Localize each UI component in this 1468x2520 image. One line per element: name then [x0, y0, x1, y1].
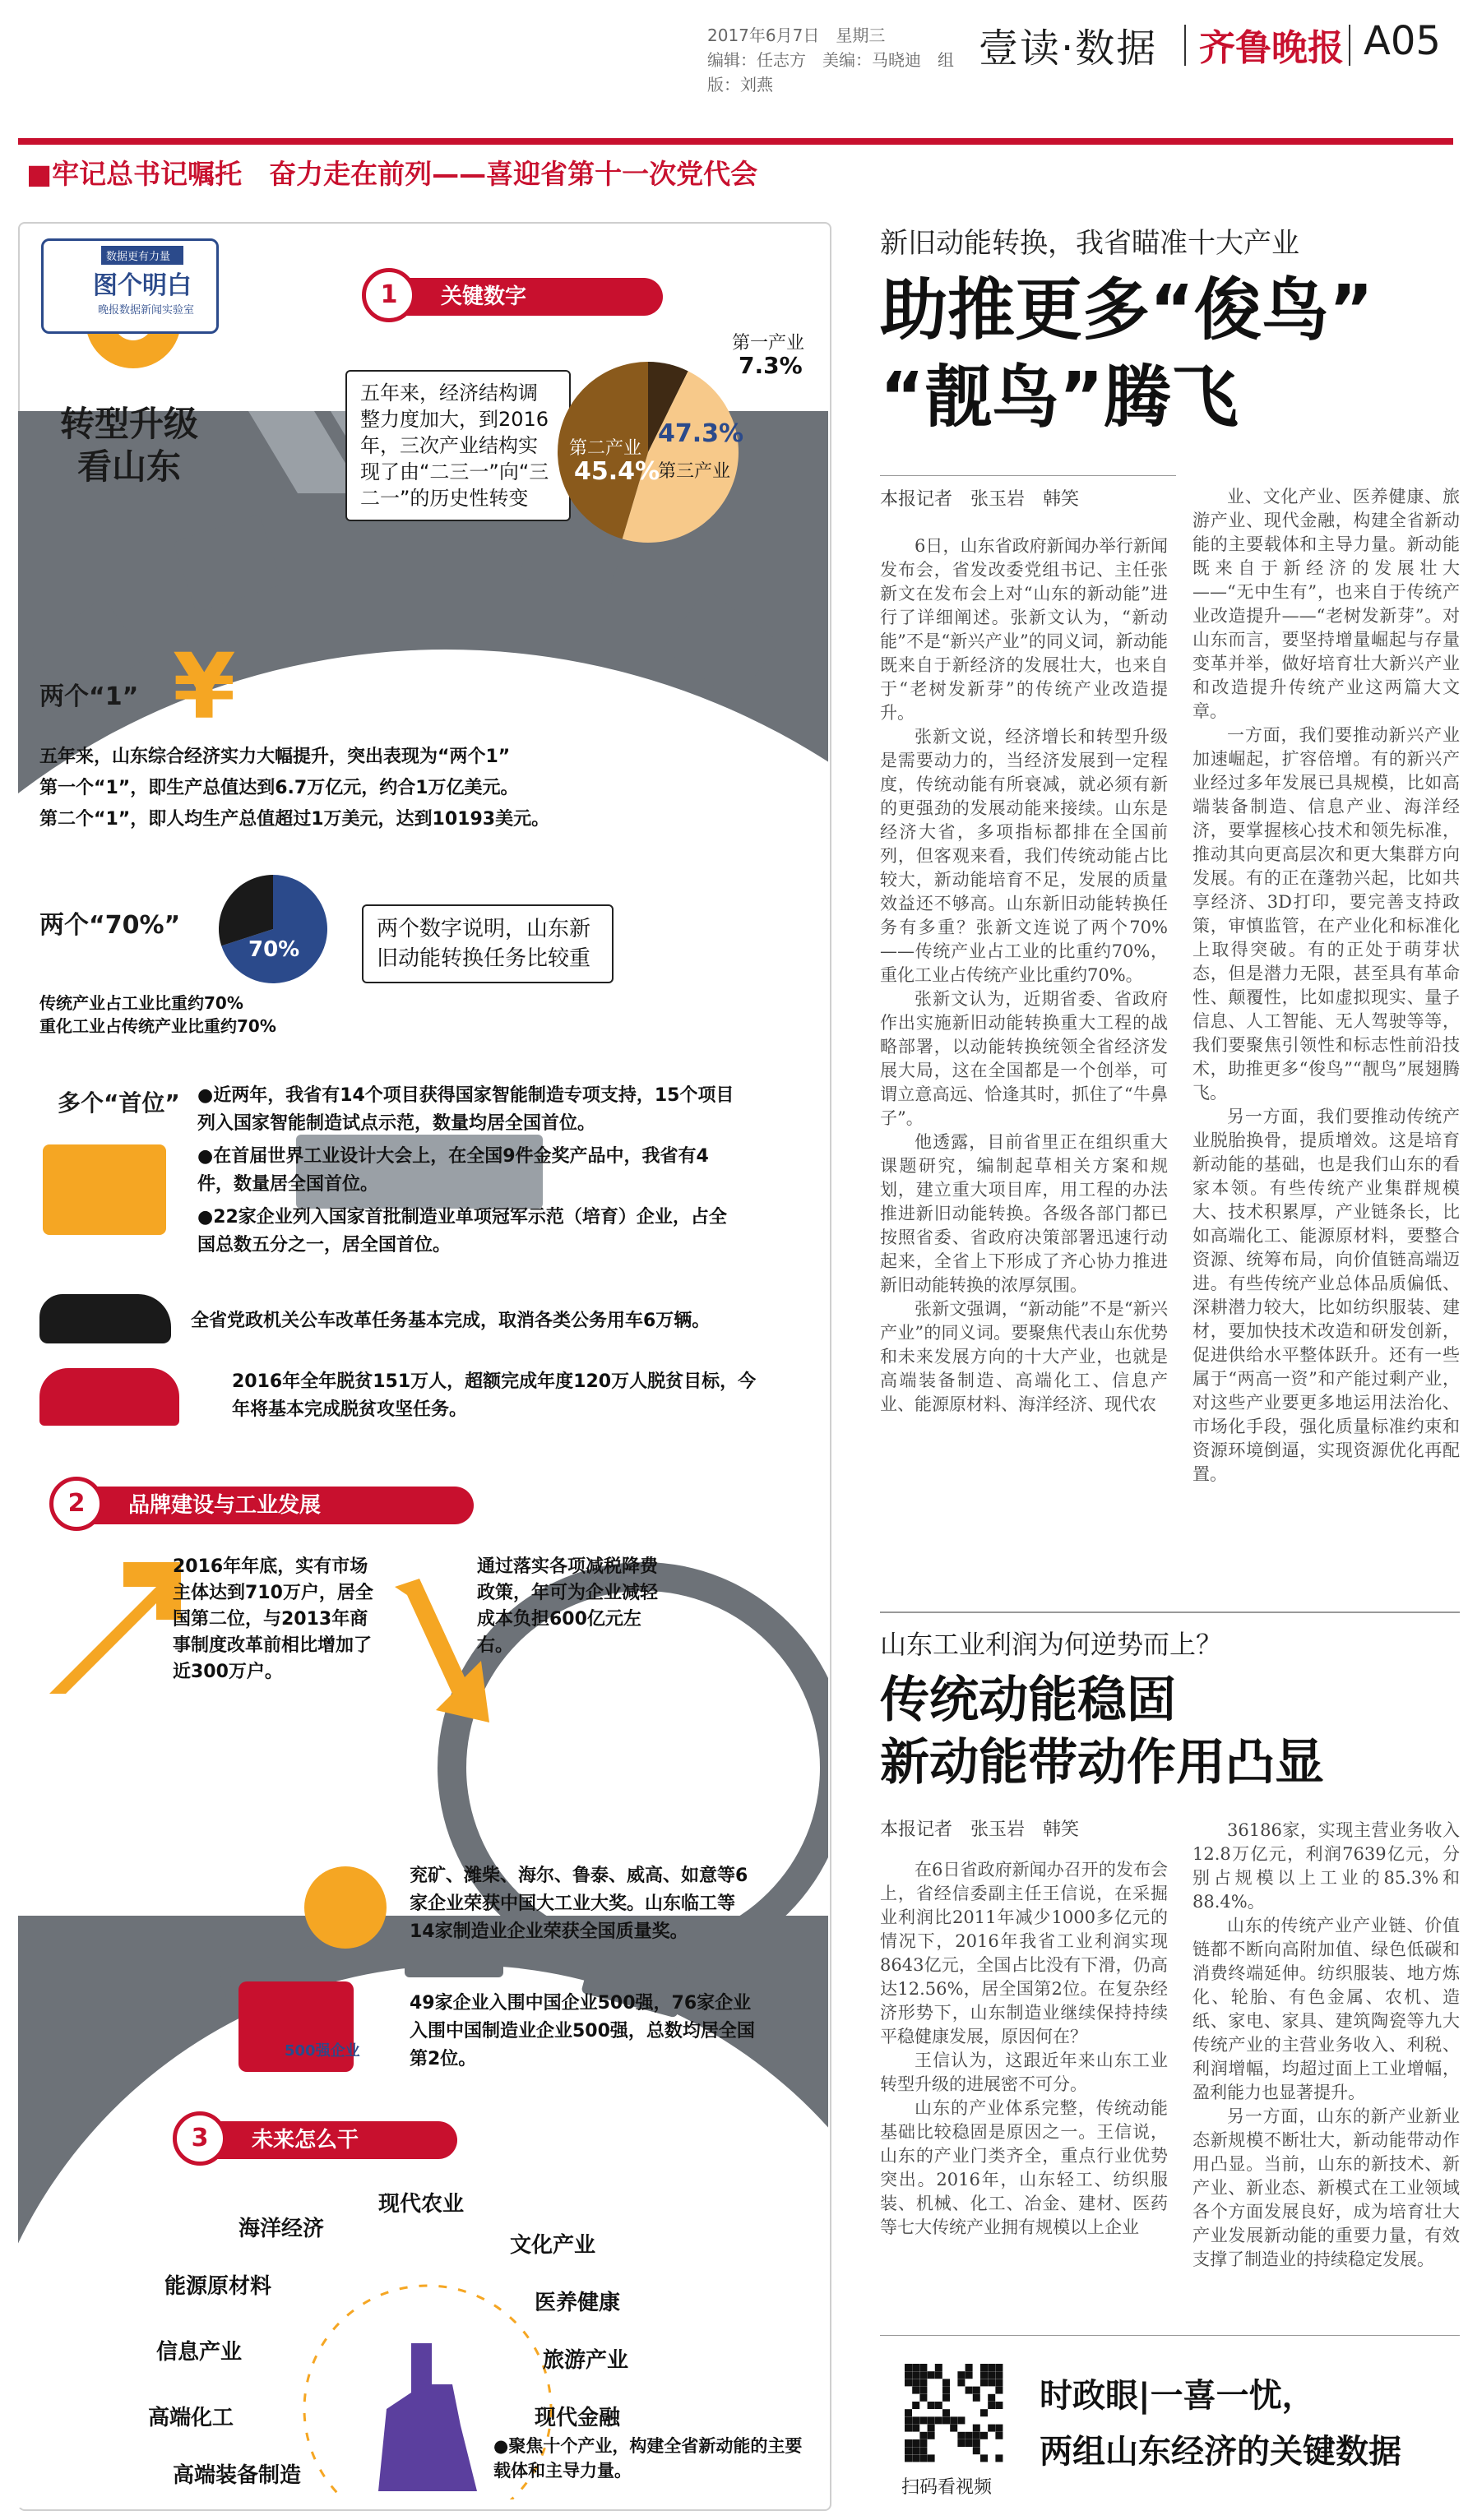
editors-credit: 编辑：任志方 美编：马晓迪 组版：刘燕	[707, 50, 954, 95]
article1-byline: 本报记者 张玉岩 韩笑	[880, 489, 1080, 510]
awards-stat: 兖矿、潍柴、海尔、鲁泰、威高、如意等6家企业荣获中国大工业大奖。山东临工等14家制造业企业荣获全国质量奖。	[410, 1866, 748, 1942]
data-lab-badge	[41, 238, 219, 334]
industry-label: 医养健康	[535, 2291, 621, 2315]
pie-value-second: 45.4%	[574, 457, 660, 486]
header-divider	[1349, 25, 1350, 66]
qr-caption: 扫码看视频	[901, 2477, 993, 2498]
pie-label-third: 第三产业	[658, 461, 731, 482]
section2-number: 2	[49, 1477, 104, 1531]
article1-paragraph: 一方面，我们要推动新兴产业加速崛起，扩容倍增。有的新兴产业经过多年发展已具规模，比如高端装备制造、信息产业、海洋经济，要掌握核心技术和领先标准，推动其向更高层次和更大集群方向发展。有的正在蓬勃兴起，比如共享经济、3D打印，要完善支持政策，审慎监管，在产业化和标准化上取得突破。有的正处于萌芽状态，但是潜力无限，甚至具有革命性、颠覆性，比如虚拟现实、量子信息、人工智能、无人驾驶等等，我们要聚焦引领性和标志性前沿技术，助推更多“俊鸟”“靓鸟”展翅腾飞。	[1192, 725, 1460, 1103]
article2-paragraph: 在6日省政府新闻办召开的发布会上，省经信委副主任王信说，在采掘业利润比2011年减少1000多亿元的情况下，2016年我省工业利润实现8643亿元，全国占比没有下滑，仍高达12.56%，居全国第2位。在复杂经济形势下，山东制造业继续保持持续平稳健康发展，原因何在？	[880, 1860, 1168, 2046]
firsts-item2: ●在首届世界工业设计大会上，在全国9件金奖产品中，我省有4件，数量居全国首位。	[197, 1146, 709, 1195]
article1-headline-1: 助推更多“俊鸟”	[880, 271, 1373, 349]
firsts-title: 多个“首位”	[58, 1089, 180, 1117]
section3-focus: ●聚焦十个产业，构建全省新动能的主要载体和主导力量。	[493, 2436, 803, 2481]
up-arrow-icon	[33, 1546, 189, 1702]
industry-label: 高端装备制造	[173, 2463, 302, 2488]
article1-column-1	[880, 534, 1168, 1603]
seventy-line1: 传统产业占工业比重约70%	[39, 993, 243, 1013]
article2-headline-2: 新动能带动作用凸显	[880, 1734, 1324, 1792]
article2-paragraph: 另一方面，山东的新产业新业态新规模不断壮大，新动能带动作用凸显。当前，山东的新技术、新产业、新业态、新模式在工业领域各个方面发展良好，成为培育壮大产业发展新动能的重要力量，有效支撑了制造业的持续稳定发展。	[1192, 2106, 1460, 2269]
header-meta	[707, 23, 979, 97]
industry-label: 旅游产业	[543, 2348, 629, 2373]
article2-paragraph: 山东的产业体系完整，传统动能基础比较稳固是原因之一。王信说，山东的产业门类齐全，重点行业优势突出。2016年，山东轻工、纺织服装、机械、化工、冶金、建材、医药等七大传统产业拥有规模以上企业	[880, 2098, 1168, 2237]
article1-paragraph: 张新文强调，“新动能”不是“新兴产业”的同义词。要聚焦代表山东优势和未来发展方向的十大产业，也就是高端装备制造、高端化工、信息产业、能源原材料、海洋经济、现代农	[880, 1299, 1168, 1414]
down-arrow-icon	[387, 1579, 493, 1727]
section3-label: 未来怎么干	[191, 2121, 457, 2159]
seventy-line2: 重化工业占传统产业比重约70%	[39, 1016, 276, 1036]
article1-column-2	[1192, 485, 1460, 1603]
industry-label: 海洋经济	[238, 2217, 325, 2241]
section1-number: 1	[362, 268, 416, 322]
industry-label: 能源原材料	[164, 2274, 272, 2299]
tax-cut-stat: 通过落实各项减税降费政策，年可为企业减轻成本负担600亿元左右。	[477, 1556, 659, 1656]
top500-badge: 500强企业	[285, 2042, 360, 2060]
article1-paragraph: 张新文认为，近期省委、省政府作出实施新旧动能转换重大工程的战略部署，以动能转换统领全省经济发展大局，这在全国都是一个创举，可谓立意高远、恰逢其时，抓住了“牛鼻子”。	[880, 989, 1168, 1128]
industry-label: 现代金融	[535, 2406, 621, 2430]
qr-code-icon[interactable]	[901, 2360, 1007, 2467]
industry-label: 高端化工	[148, 2406, 234, 2430]
article2-paragraph: 山东的传统产业产业链、价值链都不断向高附加值、绿色低碳和消费终端延伸。纺织服装、地方炼化、轮胎、有色金属、农机、造纸、家电、家具、建筑陶瓷等九大传统产业的主营业务收入、利税、利润增幅，均超过面上工业增幅，盈利能力也显著提升。	[1192, 1916, 1460, 2102]
section3-number: 3	[173, 2111, 227, 2166]
newspaper-logo: 齐鲁晚报	[1199, 27, 1344, 69]
badge-title: 图个明白	[93, 271, 192, 300]
seventy-pie-label: 70%	[248, 937, 300, 962]
article1-paragraph: 另一方面，我们要推动传统产业脱胎换骨，提质增效。这是培育新动能的基础，也是我们山东的看家本领。有些传统产业集群规模大、技术积累厚，产业链条长，比如高端化工、能源原材料，要整合资源、统筹布局，向价值链高端迈进。有些传统产业总体品质偏低、深耕潜力较大，比如纺织服装、建材，要加快技术改造和研发创新，促进供给水平整体跃升。还有一些属于“两高一资”和产能过剩产业，对这些产业要更多地运用法治化、市场化手段，强化质量标准约束和资源环境倒逼，实现资源优化再配置。	[1192, 1107, 1460, 1484]
two-70-title: 两个“70%”	[39, 911, 181, 940]
market-entities-stat: 2016年年底，实有市场主体达到710万户，居全国第二位，与2013年商事制度改革前相比增加了近300万户。	[173, 1556, 373, 1682]
promo-line1[interactable]: 时政眼|一喜一忧，	[1040, 2377, 1315, 2415]
pie-label-first: 第一产业	[732, 333, 805, 354]
article2-kicker: 山东工业利润为何逆势而上？	[880, 1629, 1223, 1660]
seventy-pie-chart	[215, 872, 331, 987]
article1-paragraph: 6日，山东省政府新闻办举行新闻发布会，省发改委党组书记、主任张新文在发布会上对“山东的新动能”进行了详细阐述。张新文认为，“新动能”不是“新兴产业”的同义词，新动能既来自于新经济的发展壮大，也来自于“老树发新芽”的传统产业改造提升。	[880, 536, 1168, 723]
industry-label: 文化产业	[510, 2233, 596, 2258]
article2-paragraph: 36186家，实现主营业务收入12.8万亿元，利润7639亿元，分别占规模以上工业的85.3%和88.4%。	[1192, 1820, 1460, 1912]
top500-stat: 49家企业入围中国企业500强，76家企业入围中国制造业企业500强，总数均居全国第2位。	[410, 1993, 755, 2069]
page-number: A05	[1364, 18, 1441, 64]
two-ones-title: 两个“1”	[39, 682, 139, 711]
infographic-title: 转型升级 看山东	[59, 404, 198, 487]
footer-rule	[880, 2335, 1460, 2336]
badge-tagline: 数据更有力量	[101, 246, 183, 265]
two-ones-first: 第一个“1”，即生产总值达到6.7万亿元，约合1万亿美元。	[39, 778, 519, 798]
yuan-icon: ¥	[173, 634, 236, 739]
village-icon	[39, 1368, 179, 1426]
article1-paragraph: 张新文说，经济增长和转型升级是需要动力的，当经济发展到一定程度，传统动能有所衰减，就必须有新的更强劲的发展动能来接续。山东是经济大省，多项指标都排在全国前列，但客观来看，我们传统动能占比较大，新动能培育不足，发展的质量效益还不够高。山东新旧动能转换任务有多重？张新文连说了两个70%——传统产业占工业的比重约70%，重化工业占传统产业比重约70%。	[880, 727, 1168, 985]
promo-line2[interactable]: 两组山东经济的关键数据	[1040, 2433, 1401, 2471]
article1-headline-2: “靓鸟”腾飞	[880, 358, 1239, 437]
issue-date: 2017年6月7日 星期三	[707, 25, 886, 45]
firsts-item3: ●22家企业列入国家首批制造业单项冠军示范（培育）企业，占全国总数五分之一，居全国首位。	[197, 1207, 727, 1255]
article1-paragraph: 业、文化产业、医养健康、旅游产业、现代金融，构建全省新动能的主要载体和主导力量。新动能既来自于新经济的发展壮大——“无中生有”，也来自于传统产业改造提升——“老树发新芽”。对山东而言，要坚持增量崛起与存量变革并举，做好培育壮大新兴产业和改造提升传统产业这两篇大文章。	[1192, 487, 1460, 721]
cars-stat: 全省党政机关公车改革任务基本完成，取消各类公务用车6万辆。	[191, 1311, 711, 1331]
article1-paragraph: 他透露，目前省里正在组织重大课题研究，编制起草相关方案和规划，建立重大项目库，用工程的办法推进新旧动能转换。各级各部门都已按照省委、省政府决策部署迅速行动起来，全省上下形成了齐心协力推进新旧动能转换的浓厚氛围。	[880, 1132, 1168, 1295]
worker-icon	[43, 1144, 166, 1235]
section-name: 壹读·数据	[979, 25, 1158, 72]
pie-value-first: 7.3%	[739, 352, 803, 379]
byline-rule	[880, 475, 1176, 476]
badge-subtitle: 晚报数据新闻实验室	[98, 304, 195, 317]
gear-background	[18, 222, 828, 2508]
header-rule	[18, 138, 1453, 145]
article2-paragraph: 王信认为，这跟近年来山东工业转型升级的进展密不可分。	[880, 2051, 1168, 2094]
two-ones-intro: 五年来，山东综合经济实力大幅提升，突出表现为“两个1”	[39, 747, 511, 767]
poverty-stat: 2016年全年脱贫151万人，超额完成年度120万人脱贫目标，今年将基本完成脱贫攻坚任务。	[232, 1371, 757, 1420]
pie-value-third: 47.3%	[658, 419, 744, 448]
industry-label: 信息产业	[156, 2340, 243, 2365]
structure-callout: 五年来，经济结构调整力度加大，到2016年，三次产业结构实现了由“二三一”向“三二一”的历史性转变	[345, 370, 571, 521]
pie-label-second: 第二产业	[569, 438, 642, 459]
two-ones-second: 第二个“1”，即人均生产总值超过1万美元，达到10193美元。	[39, 809, 550, 830]
article-separator	[880, 1611, 1460, 1613]
seventy-callout: 两个数字说明，山东新旧动能转换任务比较重	[362, 904, 614, 983]
firsts-item1: ●近两年，我省有14个项目获得国家智能制造专项支持，15个项目列入国家智能制造试点示范，数量均居全国首位。	[197, 1085, 734, 1134]
section2-label: 品牌建设与工业发展	[67, 1487, 474, 1524]
article2-column-2	[1192, 1819, 1460, 2320]
article2-column-1	[880, 1858, 1168, 2319]
car-icon	[39, 1294, 171, 1343]
trophy-icon	[304, 1866, 387, 1949]
article1-kicker: 新旧动能转换，我省瞄准十大产业	[880, 227, 1299, 260]
industry-label: 现代农业	[378, 2192, 465, 2217]
article2-byline: 本报记者 张玉岩 韩笑	[880, 1819, 1080, 1840]
header-divider	[1184, 25, 1186, 66]
campaign-banner: ■牢记总书记嘱托 奋力走在前列——喜迎省第十一次党代会	[26, 158, 758, 190]
section1-label: 关键数字	[380, 278, 663, 316]
article2-headline-1: 传统动能稳固	[880, 1672, 1176, 1729]
